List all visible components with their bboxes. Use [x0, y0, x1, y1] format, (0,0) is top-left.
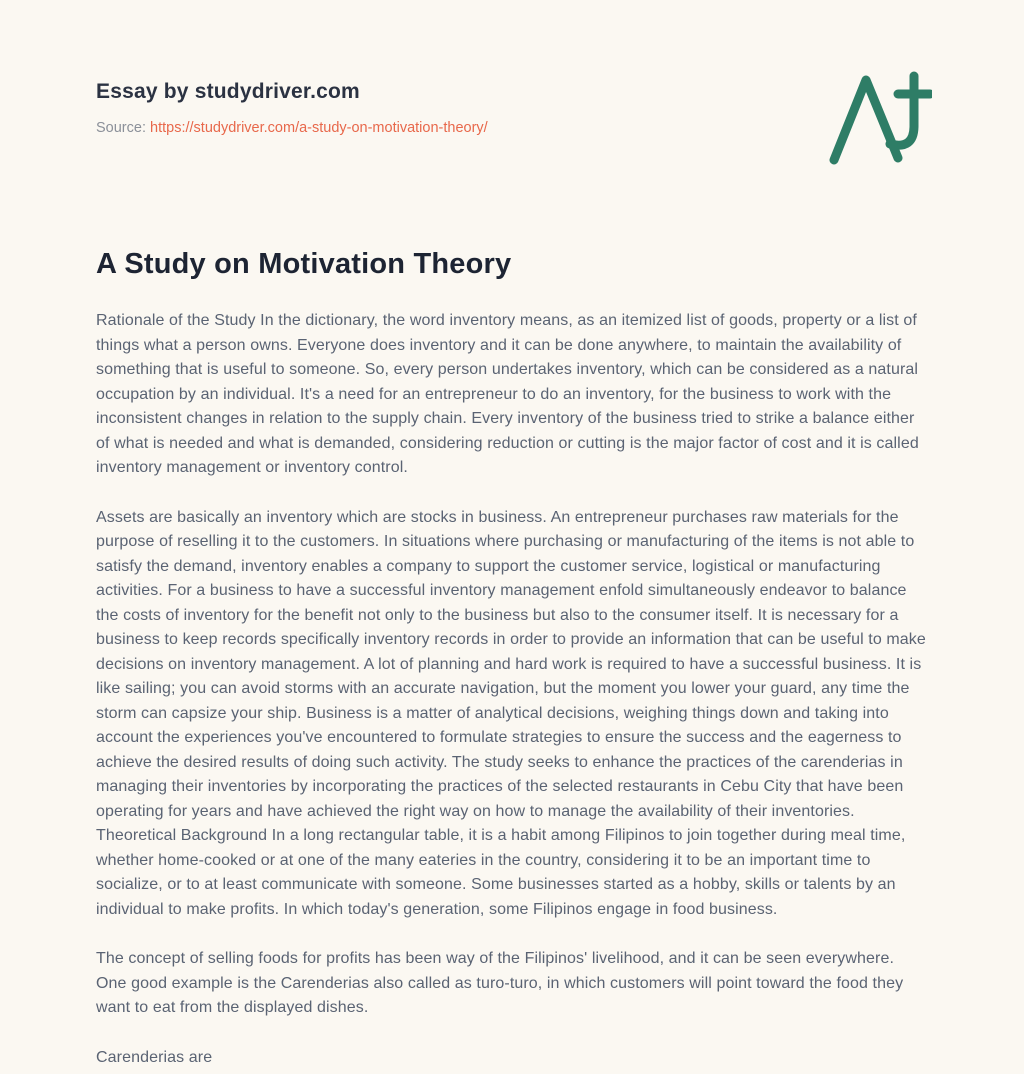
paragraph: Carenderias are	[96, 1048, 213, 1066]
page-title: A Study on Motivation Theory	[96, 248, 512, 280]
studydriver-logo-icon	[828, 70, 932, 166]
paragraph: Assets are basically an inventory which are stocks in business. An entrepreneur purchases raw materials for the purpose of reselling it to the customers. In situations where purchasing or manufacturing of the items is not able to satisfy the demand, inventory enables a company to support the customer service, logistical or manufacturing activities. For a business to have a successful inventory management enfold simultaneously endeavor to balance the costs of inventory for the benefit not only to the business but also to the consumer itself. It is necessary for a business to keep records specifically inventory records in order to provide an information that can be useful to make decisions on inventory management. A lot of planning and hard work is required to have a successful business. It is like sailing; you can avoid storms with an accurate navigation, but the moment you lower your guard, any time the storm can capsize your ship. Business is a matter of analytical decisions, weighing things down and taking into account the experiences you've encountered to formulate strategies to ensure the success and the eagerness to achieve the desired results of doing such activity. The study seeks to enhance the practices of the carenderias in managing their inventories by incorporating the practices of the selected restaurants in Cebu City that have been operating for years and have achieved the right way on how to manage the availability of their inventories. Theoretical Background In a long rectangular table, it is a habit among Filipinos to join together during meal time, whether home-cooked or at one of the many eateries in the country, considering it to be an important time to socialize, or to at least communicate with someone. Some businesses started as a hobby, skills or talents by an individual to make profits. In which today's generation, some Filipinos engage in food business.	[96, 508, 926, 918]
article-body	[96, 309, 928, 1070]
paragraph: The concept of selling foods for profits has been way of the Filipinos' livelihood, and it can be seen everywhere. One good example is the Carenderias also called as turo-turo, in which customers will point toward the food they want to eat from the displayed dishes.	[96, 950, 904, 1016]
source-label: Source:	[96, 120, 146, 136]
paragraph: Rationale of the Study In the dictionary, the word inventory means, as an itemized list of goods, property or a list of things what a person owns. Everyone does inventory and it can be done anywhere, to maintain the availability of something that is useful to someone. So, every person undertakes inventory, which can be considered as a natural occupation by an individual. It's a need for an entrepreneur to do an inventory, for the business to work with the inconsistent changes in relation to the supply chain. Every inventory of the business tried to strike a balance either of what is needed and what is demanded, considering reduction or cutting is the major factor of cost and it is called inventory management or inventory control.	[96, 312, 919, 476]
essay-byline: Essay by studydriver.com	[96, 80, 360, 103]
source-line	[96, 120, 928, 136]
source-url-link[interactable]: https://studydriver.com/a-study-on-motivation-theory/	[150, 120, 488, 136]
